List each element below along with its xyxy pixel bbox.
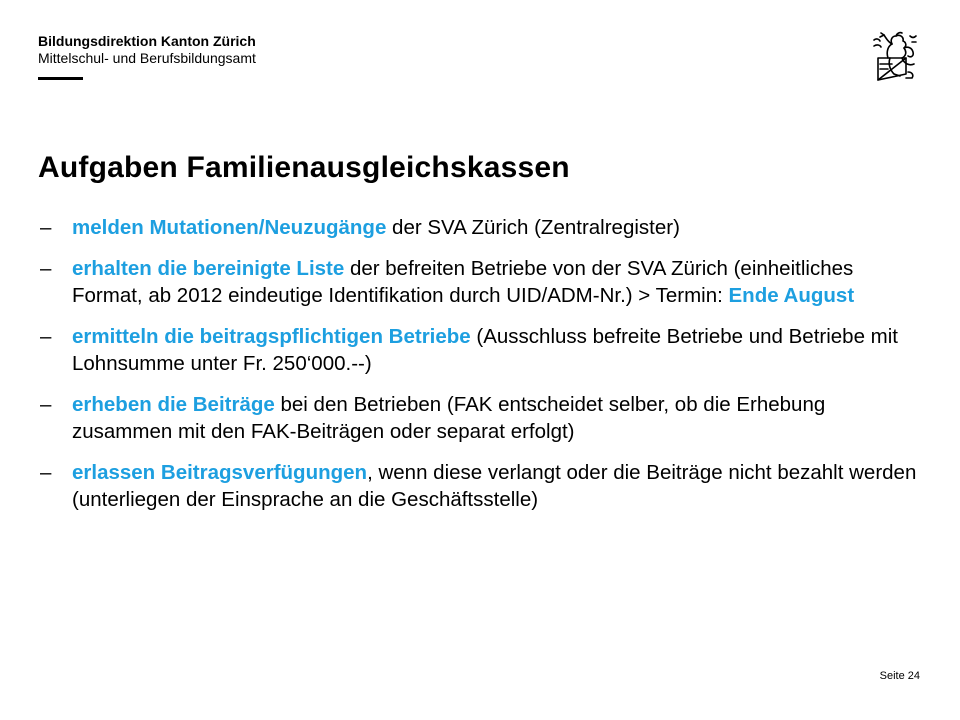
bullet-text: der befreiten Betriebe von der SVA Zürich (einheitliches Format, ab 2012 eindeutige Identifikation durch UID/ADM-Nr.) > Termin: [72,257,854,307]
bullet-dash: – [40,461,52,484]
bullet-item [38,214,918,241]
bullet-item [38,459,918,513]
zurich-lion-coat-of-arms-icon [866,28,922,84]
bullet-highlight: erhalten die bereinigte Liste [72,257,345,280]
bullet-highlight: erlassen Beitragsverfügungen [72,461,368,484]
bullet-text: der SVA Zürich (Zentralregister) [386,216,680,239]
header-divider [38,77,83,80]
bullet-list [38,214,918,527]
org-header [38,33,256,67]
bullet-dash: – [40,216,52,239]
org-name: Bildungsdirektion Kanton Zürich [38,33,256,49]
bullet-item [38,323,918,377]
bullet-text: (Ausschluss befreite Betriebe und Betriebe mit Lohnsumme unter Fr. 250‘000.--) [72,325,898,375]
bullet-dash: – [40,393,52,416]
bullet-highlight: ermitteln die beitragspflichtigen Betriebe [72,325,471,348]
bullet-dash: – [40,257,52,280]
bullet-item [38,255,918,309]
bullet-highlight-deadline: Ende August [728,284,855,307]
bullet-item [38,391,918,445]
bullet-highlight: erheben die Beiträge [72,393,275,416]
bullet-text: , wenn diese verlangt oder die Beiträge nicht bezahlt werden (unterliegen der Einsprache an die Geschäftsstelle) [72,461,917,511]
bullet-dash: – [40,325,52,348]
page-number: Seite 24 [879,670,920,682]
slide-title: Aufgaben Familienausgleichskassen [38,151,570,184]
bullet-text: bei den Betrieben (FAK entscheidet selber, ob die Erhebung zusammen mit den FAK-Beiträgen oder separat erfolgt) [72,393,826,443]
org-subtitle: Mittelschul- und Berufsbildungsamt [38,50,256,66]
bullet-highlight: melden Mutationen/Neuzugänge [72,216,387,239]
